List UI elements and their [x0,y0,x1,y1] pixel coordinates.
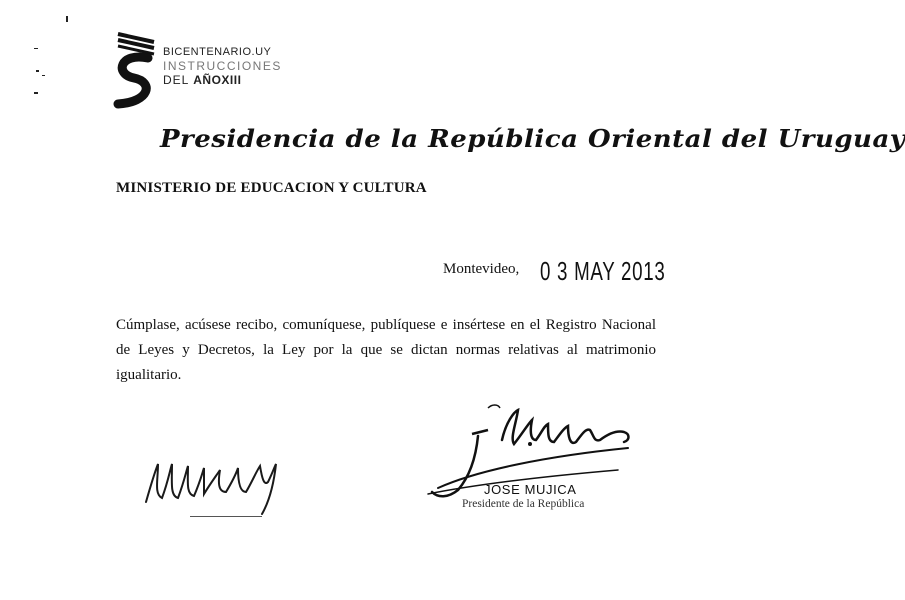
decree-paragraph: Cúmplase, acúsese recibo, comuníquese, publíquese e insértese en el Registro Nacional de Leyes y Decretos, la Ley por la que se dictan normas relativas al matrimonio igualitario. [116,317,656,383]
logo-line1: BICENTENARIO.UY [163,46,272,58]
dateline-place: Montevideo, [443,261,520,277]
minister-signature [140,452,290,522]
scan-speck [36,70,39,72]
logo-wordmark [163,45,282,87]
presidencia-heading: Presidencia de la República Oriental del Uruguay [160,126,905,154]
scan-speck [42,75,45,76]
president-name: JOSE MUJICA [484,482,577,497]
logo-line3 [163,73,282,87]
logo-line3-prefix: DEL [163,73,194,87]
logo-line2: INSTRUCCIONES [163,59,282,73]
date-stamp: 0 3 MAY 2013 [540,256,666,286]
minister-signature-line [190,516,262,517]
president-title: Presidente de la República [462,498,585,510]
logo-line3-bold: AÑOXIII [193,73,242,87]
scan-speck [34,92,38,94]
ministerio-heading: MINISTERIO DE EDUCACION Y CULTURA [116,180,427,196]
bicentenario-logo-icon [112,28,158,108]
scan-speck [34,48,38,49]
scan-speck [66,16,68,22]
